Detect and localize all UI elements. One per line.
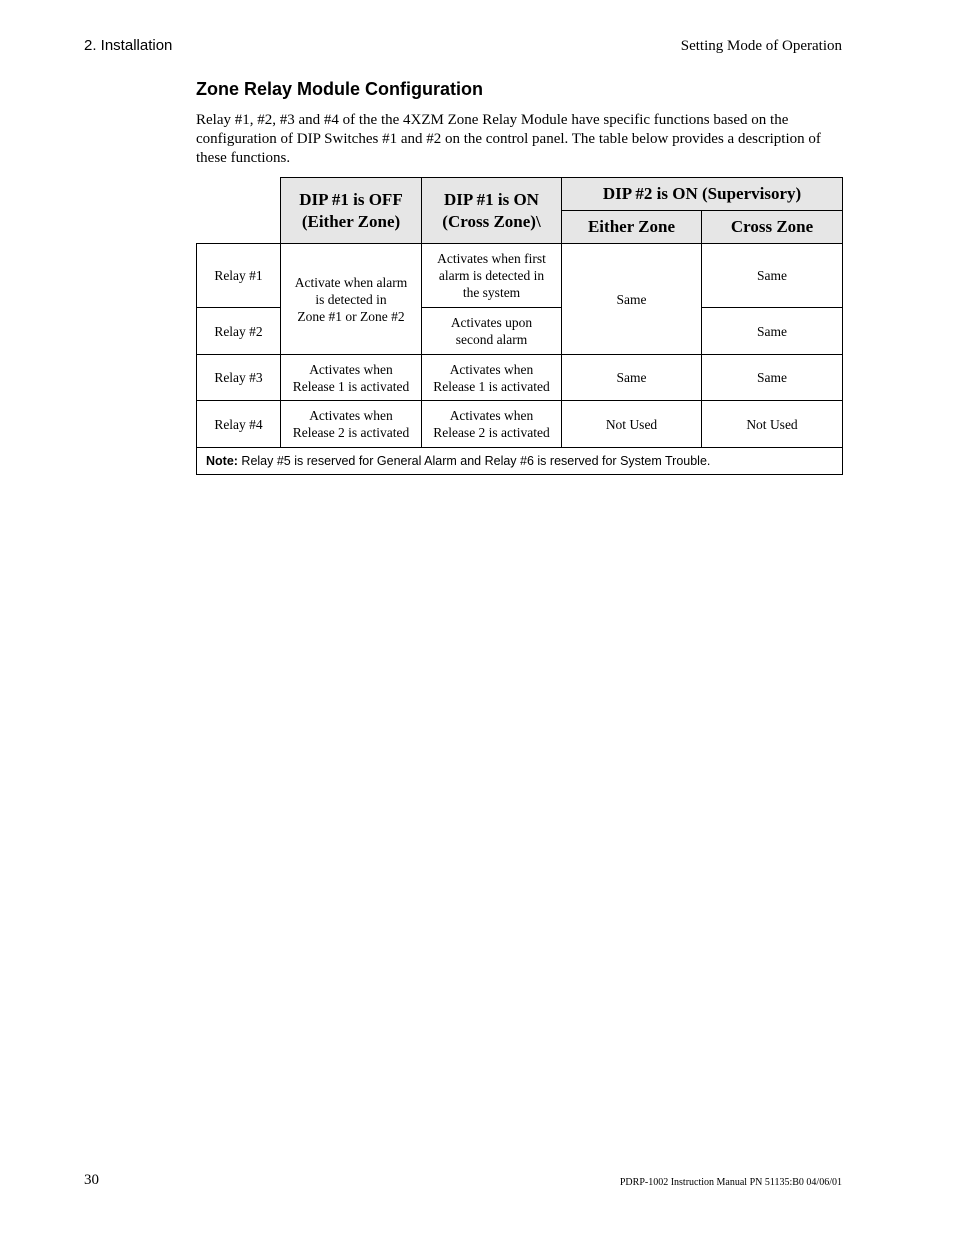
table-corner-cell	[197, 178, 281, 244]
relay1-label: Relay #1	[197, 244, 281, 308]
cell-line: Activates upon	[450, 315, 533, 330]
cell-line: Activates when	[449, 408, 534, 423]
relay3-dip1-off	[281, 355, 422, 401]
cell-line: the system	[462, 285, 521, 300]
cell-line: Activates when	[309, 361, 393, 377]
relay4-label: Relay #4	[197, 401, 281, 448]
cell-line: Release 2 is activated	[292, 425, 410, 440]
note-label: Note:	[206, 453, 238, 468]
relay4-dip1-on	[422, 401, 562, 448]
cell-line: alarm is detected in	[438, 268, 545, 283]
cell-line: Release 1 is activated	[292, 378, 410, 394]
header-dip2-on: DIP #2 is ON (Supervisory)	[562, 178, 843, 211]
relay1-2-either-zone: Same	[562, 244, 702, 355]
relay3-cross-zone: Same	[702, 355, 843, 401]
header-dip1-off-line2: (Either Zone)	[301, 211, 401, 231]
cell-line: second alarm	[455, 332, 528, 347]
header-cross-zone: Cross Zone	[702, 211, 843, 244]
relay2-dip1-on	[422, 308, 562, 355]
cell-line: Activate when alarm	[294, 274, 408, 290]
header-section: 2. Installation	[84, 37, 173, 54]
header-dip1-off-line1: DIP #1 is OFF	[299, 189, 403, 209]
relay3-label: Relay #3	[197, 355, 281, 401]
table-row	[197, 244, 843, 308]
section-title: Zone Relay Module Configuration	[196, 79, 483, 99]
note-text: Relay #5 is reserved for General Alarm and Relay #6 is reserved for System Trouble.	[237, 453, 711, 468]
table-note	[197, 448, 843, 475]
cell-line: Activates when	[309, 408, 393, 423]
relay-configuration-table	[196, 177, 843, 475]
relay1-2-dip1-off	[281, 244, 422, 355]
relay3-dip1-on	[422, 355, 562, 401]
relay1-dip1-on	[422, 244, 562, 308]
page-number: 30	[84, 1172, 99, 1188]
relay1-cross-zone: Same	[702, 244, 843, 308]
cell-line: is detected in	[315, 291, 387, 307]
table-row	[197, 401, 843, 448]
footer-document-id: PDRP-1002 Instruction Manual PN 51135:B0 04/06/01	[619, 1177, 842, 1188]
header-dip1-on-line1: DIP #1 is ON	[444, 189, 539, 209]
header-dip1-off	[281, 178, 422, 244]
relay4-cross-zone: Not Used	[702, 401, 843, 448]
table-note-row	[197, 448, 843, 475]
table-row	[197, 355, 843, 401]
cell-line: Activates when first	[437, 251, 546, 266]
relay4-dip1-off	[281, 401, 422, 448]
header-either-zone: Either Zone	[562, 211, 702, 244]
cell-line: Activates when	[449, 361, 534, 377]
intro-paragraph: Relay #1, #2, #3 and #4 of the the 4XZM Zone Relay Module have specific functions based on the configuration of DIP Switches #1 and #2 on the control panel. The table below provides a description of these functions.	[196, 112, 821, 166]
cell-line: Zone #1 or Zone #2	[297, 308, 405, 324]
header-dip1-on-line2: (Cross Zone)\	[442, 211, 541, 231]
cell-line: Release 1 is activated	[433, 378, 550, 394]
header-dip1-on	[422, 178, 562, 244]
relay3-either-zone: Same	[562, 355, 702, 401]
header-chapter-title: Setting Mode of Operation	[680, 38, 842, 54]
relay4-either-zone: Not Used	[562, 401, 702, 448]
relay2-label: Relay #2	[197, 308, 281, 355]
relay2-cross-zone: Same	[702, 308, 843, 355]
cell-line: Release 2 is activated	[433, 425, 550, 440]
